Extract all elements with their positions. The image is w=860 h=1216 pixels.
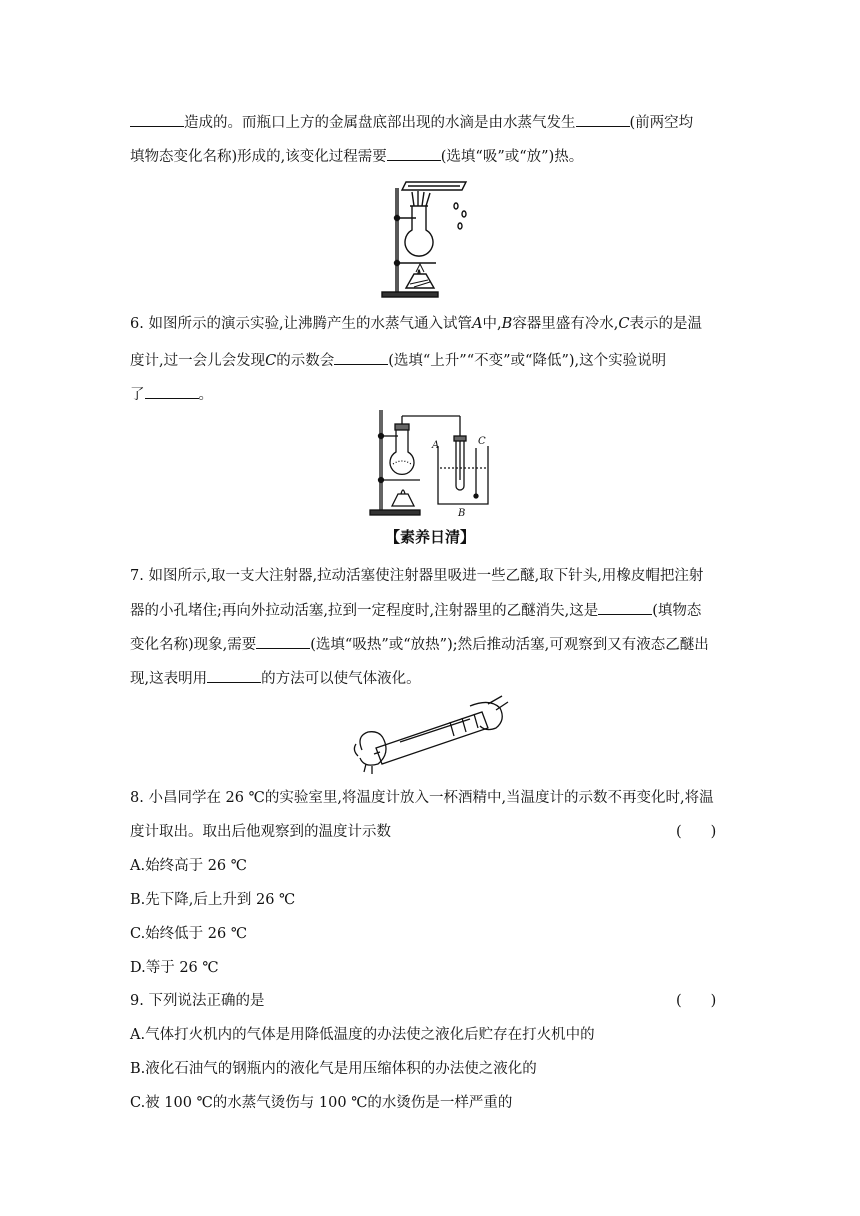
- q6-text-1a: 6. 如图所示的演示实验,让沸腾产生的水蒸气通入试管: [130, 316, 473, 332]
- fig-label-c: C: [478, 436, 486, 447]
- q7-text-4a: 现,这表明用: [130, 671, 208, 687]
- var-c: C: [618, 316, 630, 332]
- q7-text-2a: 器的小孔堵住;再向外拉动活塞,拉到一定程度时,注射器里的乙醚消失,这是: [130, 603, 599, 619]
- syringe-figure: [350, 692, 510, 776]
- fig-label-a: A: [432, 440, 440, 451]
- steam-tube-figure: [368, 408, 493, 518]
- q7-text-3b: (选填“吸热”或“放热”);然后推动活塞,可观察到又有液态乙醚出: [310, 637, 709, 653]
- section-title: 【素养日清】: [384, 528, 475, 546]
- q7-text-4b: 的方法可以使气体液化。: [261, 671, 421, 687]
- answer-blank[interactable]: [387, 146, 441, 161]
- var-a: A: [472, 316, 483, 332]
- q6-text-3b: 。: [198, 387, 213, 403]
- q8-line-2: [130, 822, 730, 842]
- q5-line-2: [130, 146, 730, 167]
- q7-line-3: [130, 634, 730, 655]
- q6-text-2a: 度计,过一会儿会发现: [130, 353, 266, 369]
- answer-blank[interactable]: [598, 600, 652, 615]
- q9-option-a[interactable]: A.气体打火机内的气体是用降低温度的办法使之液化后贮存在打火机中的: [130, 1027, 595, 1043]
- q6-line-3: [130, 384, 730, 405]
- q8-answer-paren[interactable]: ( ): [676, 824, 717, 840]
- answer-blank[interactable]: [334, 350, 388, 365]
- q8-option-c[interactable]: C.始终低于 26 ℃: [130, 926, 248, 942]
- q6-text-2c: 的示数会: [276, 353, 335, 369]
- fig-label-b: B: [458, 508, 466, 518]
- q8-option-a[interactable]: A.始终高于 26 ℃: [130, 858, 247, 874]
- q7-line-1: 7. 如图所示,取一支大注射器,拉动活塞使注射器里吸进一些乙醚,取下针头,用橡皮帽把注射: [130, 568, 704, 584]
- q5-text-1b: (前两空均: [629, 115, 694, 131]
- q9-option-b[interactable]: B.液化石油气的钢瓶内的液化气是用压缩体积的办法使之液化的: [130, 1061, 537, 1077]
- q7-text-2b: (填物态: [652, 603, 702, 619]
- q5-line-1: [130, 112, 730, 133]
- q6-text-2d: (选填“上升”“不变”或“降低”),这个实验说明: [388, 353, 667, 369]
- q6-text-1d: 表示的是温: [629, 316, 703, 332]
- q6-line-2: [130, 350, 730, 371]
- q5-text-1a: 造成的。而瓶口上方的金属盘底部出现的水滴是由水蒸气发生: [184, 115, 576, 131]
- q7-line-2: [130, 600, 730, 621]
- answer-blank[interactable]: [576, 112, 630, 127]
- answer-blank[interactable]: [130, 112, 184, 127]
- q6-text-1b: 中,: [482, 316, 502, 332]
- q7-line-4: [130, 668, 730, 689]
- q8-line-1: 8. 小昌同学在 26 ℃的实验室里,将温度计放入一杯酒精中,当温度计的示数不再变化时,将温: [130, 790, 714, 806]
- var-b: B: [501, 316, 513, 332]
- answer-blank[interactable]: [145, 384, 199, 399]
- q6-text-3a: 了: [130, 387, 145, 403]
- q6-line-1: [130, 314, 730, 334]
- q9-stem: 9. 下列说法正确的是: [130, 993, 265, 1009]
- q7-text-3a: 变化名称)现象,需要: [130, 637, 257, 653]
- q5-text-2b: (选填“吸”或“放”)热。: [440, 149, 584, 165]
- q8-option-d[interactable]: D.等于 26 ℃: [130, 960, 219, 976]
- q8-stem: 度计取出。取出后他观察到的温度计示数: [130, 824, 391, 840]
- answer-blank[interactable]: [207, 668, 261, 683]
- q5-text-2a: 填物态变化名称)形成的,该变化过程需要: [130, 149, 387, 165]
- flask-plate-figure: [378, 180, 478, 300]
- q9-answer-paren[interactable]: ( ): [676, 993, 717, 1009]
- var-c: C: [265, 353, 277, 369]
- q8-option-b[interactable]: B.先下降,后上升到 26 ℃: [130, 892, 296, 908]
- q9-option-c[interactable]: C.被 100 ℃的水蒸气烫伤与 100 ℃的水烫伤是一样严重的: [130, 1095, 513, 1111]
- answer-blank[interactable]: [256, 634, 310, 649]
- q6-text-1c: 容器里盛有冷水,: [512, 316, 619, 332]
